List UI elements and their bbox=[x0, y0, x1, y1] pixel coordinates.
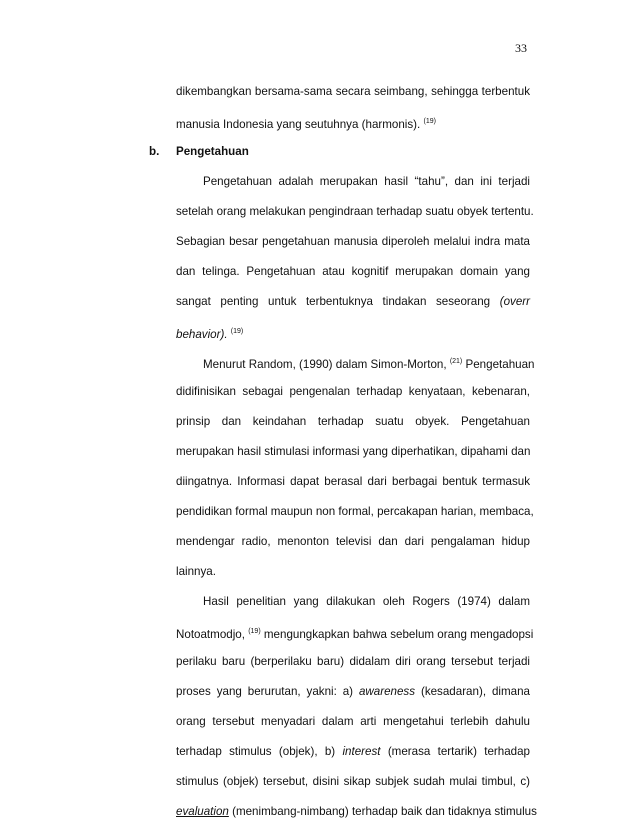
text-line: didifinisikan sebagai pengenalan terhadap kenyataan, kebenaran, bbox=[176, 385, 530, 398]
text-span: (merasa tertarik) terhadap bbox=[387, 745, 530, 758]
text-span: Notoatmodjo, bbox=[176, 628, 245, 641]
text-line: Sebagian besar pengetahuan manusia diperoleh melalui indra mata bbox=[176, 235, 530, 248]
citation-ref: (19) bbox=[423, 118, 436, 125]
text-line: perilaku baru (berperilaku baru) didalam diri orang tersebut terjadi bbox=[176, 655, 530, 668]
text-line: setelah orang melakukan pengindraan terhadap suatu obyek tertentu. bbox=[176, 205, 534, 218]
text-span: proses yang berurutan, yakni: a) bbox=[176, 685, 354, 698]
italic-term: evaluation bbox=[176, 805, 229, 818]
italic-term: interest bbox=[342, 745, 381, 758]
text-span: (kesadaran), dimana bbox=[420, 685, 530, 698]
italic-term: awareness bbox=[358, 685, 416, 698]
text-span: (menimbang-nimbang) terhadap baik dan tidaknya stimulus bbox=[232, 805, 537, 818]
text-line bbox=[176, 354, 535, 373]
text-line: dikembangkan bersama-sama secara seimbang, sehingga terbentuk bbox=[176, 85, 530, 98]
italic-term: behavior). bbox=[176, 328, 228, 341]
text-line: Hasil penelitian yang dilakukan oleh Rogers (1974) dalam bbox=[203, 595, 530, 608]
text-span: manusia Indonesia yang seutuhnya (harmonis). bbox=[176, 118, 421, 131]
section-heading: Pengetahuan bbox=[176, 145, 249, 158]
text-line bbox=[176, 684, 530, 700]
text-line: merupakan hasil stimulasi informasi yang diperhatikan, dipahami dan bbox=[176, 445, 531, 458]
text-span: mengungkapkan bahwa sebelum orang mengadopsi bbox=[263, 628, 534, 641]
text-line bbox=[176, 114, 530, 133]
text-line: mendengar radio, menonton televisi dan dari pengalaman hidup bbox=[176, 535, 530, 548]
text-line: diingatnya. Informasi dapat berasal dari berbagai bentuk termasuk bbox=[176, 475, 530, 488]
text-line bbox=[176, 744, 530, 760]
text-line: orang tersebut menyadari dalam arti mengetahui terlebih dahulu bbox=[176, 715, 530, 728]
text-line: lainnya. bbox=[176, 565, 216, 578]
text-span: terhadap stimulus (objek), b) bbox=[176, 745, 336, 758]
text-line: pendidikan formal maupun non formal, percakapan harian, membaca, bbox=[176, 505, 534, 518]
text-line bbox=[176, 324, 530, 343]
text-line bbox=[176, 624, 534, 643]
citation-ref: (21) bbox=[449, 358, 463, 365]
page-number: 33 bbox=[515, 41, 527, 55]
text-line: Pengetahuan adalah merupakan hasil “tahu”, dan ini terjadi bbox=[203, 175, 530, 188]
text-span: Pengetahuan bbox=[465, 358, 535, 371]
text-span: sangat penting untuk terbentuknya tindakan seseorang bbox=[176, 295, 491, 308]
text-line bbox=[176, 804, 537, 820]
citation-ref: (19) bbox=[230, 328, 244, 335]
text-line: stimulus (objek) tersebut, disini sikap subjek sudah mulai timbul, c) bbox=[176, 775, 530, 788]
section-label: b. bbox=[149, 145, 160, 158]
text-line: prinsip dan keindahan terhadap suatu obyek. Pengetahuan bbox=[176, 415, 530, 428]
text-span: Menurut Random, (1990) dalam Simon-Morton, bbox=[203, 358, 447, 371]
text-line: dan telinga. Pengetahuan atau kognitif merupakan domain yang bbox=[176, 265, 530, 278]
text-line bbox=[176, 294, 530, 310]
italic-term: (overr bbox=[499, 295, 530, 308]
citation-ref: (19) bbox=[248, 628, 261, 635]
